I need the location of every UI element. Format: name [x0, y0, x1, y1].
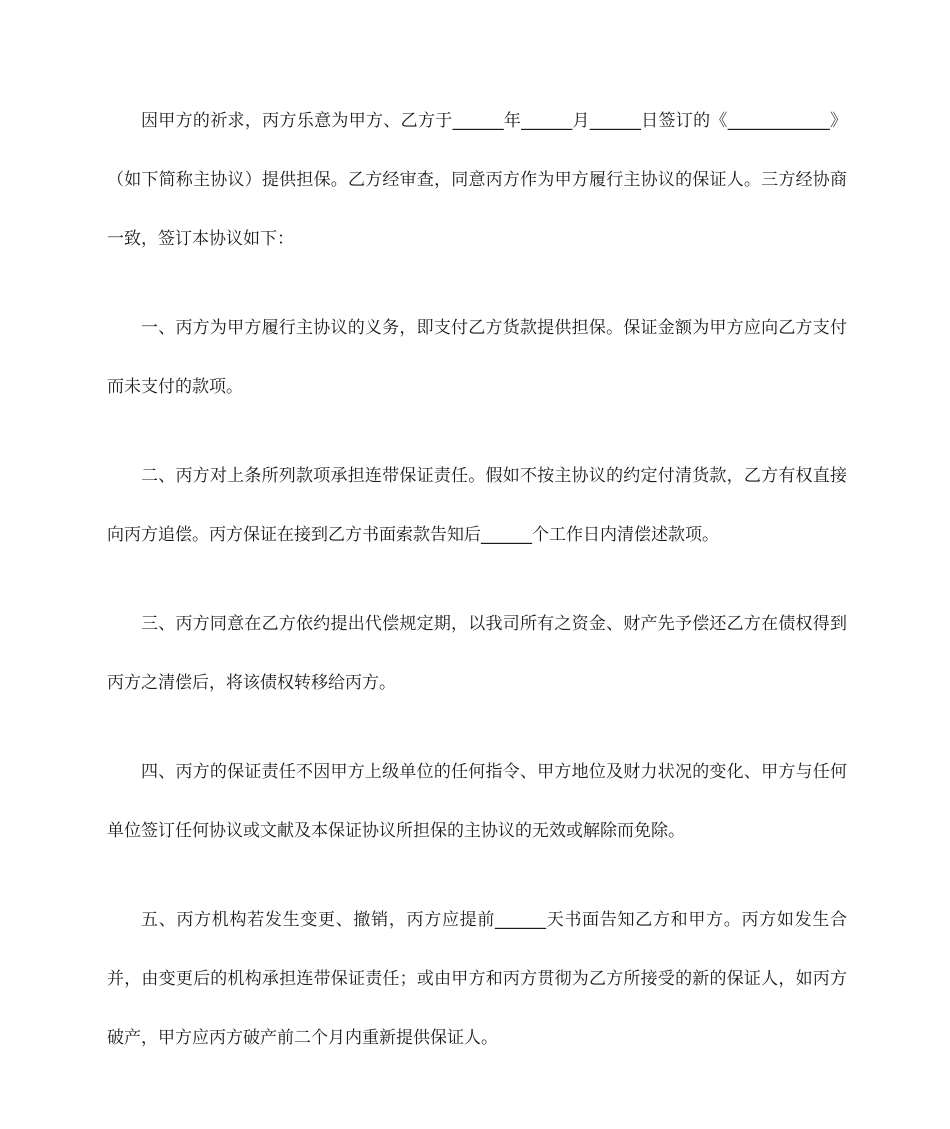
paragraph-clause-2: 二、丙方对上条所列款项承担连带保证责任。假如不按主协议的约定付清货款，乙方有权直接向丙方追偿。丙方保证在接到乙方书面索款告知后______个工作日内清偿述款项。	[107, 466, 847, 545]
document-page	[107, 92, 847, 1098]
paragraph-clause-1: 一、丙方为甲方履行主协议的义务，即支付乙方货款提供担保。保证金额为甲方应向乙方支付而未支付的款项。	[107, 318, 847, 397]
paragraph-clause-3: 三、丙方同意在乙方依约提出代偿规定期，以我司所有之资金、财产先予偿还乙方在债权得到丙方之清偿后，将该债权转移给丙方。	[107, 614, 847, 693]
paragraph-clause-4: 四、丙方的保证责任不因甲方上级单位的任何指令、甲方地位及财力状况的变化、甲方与任何单位签订任何协议或文献及本保证协议所担保的主协议的无效或解除而免除。	[107, 762, 847, 841]
paragraph-clause-5: 五、丙方机构若发生变更、撤销，丙方应提前______天书面告知乙方和甲方。丙方如发生合并，由变更后的机构承担连带保证责任；或由甲方和丙方贯彻为乙方所接受的新的保证人，如丙方破产，甲方应丙方破产前二个月内重新提供保证人。	[107, 910, 847, 1048]
paragraph-preamble: 因甲方的祈求，丙方乐意为甲方、乙方于______年______月______日签订的《____________》（如下简称主协议）提供担保。乙方经审查，同意丙方作为甲方履行主协议的保证人。三方经协商一致，签订本协议如下：	[107, 111, 847, 249]
